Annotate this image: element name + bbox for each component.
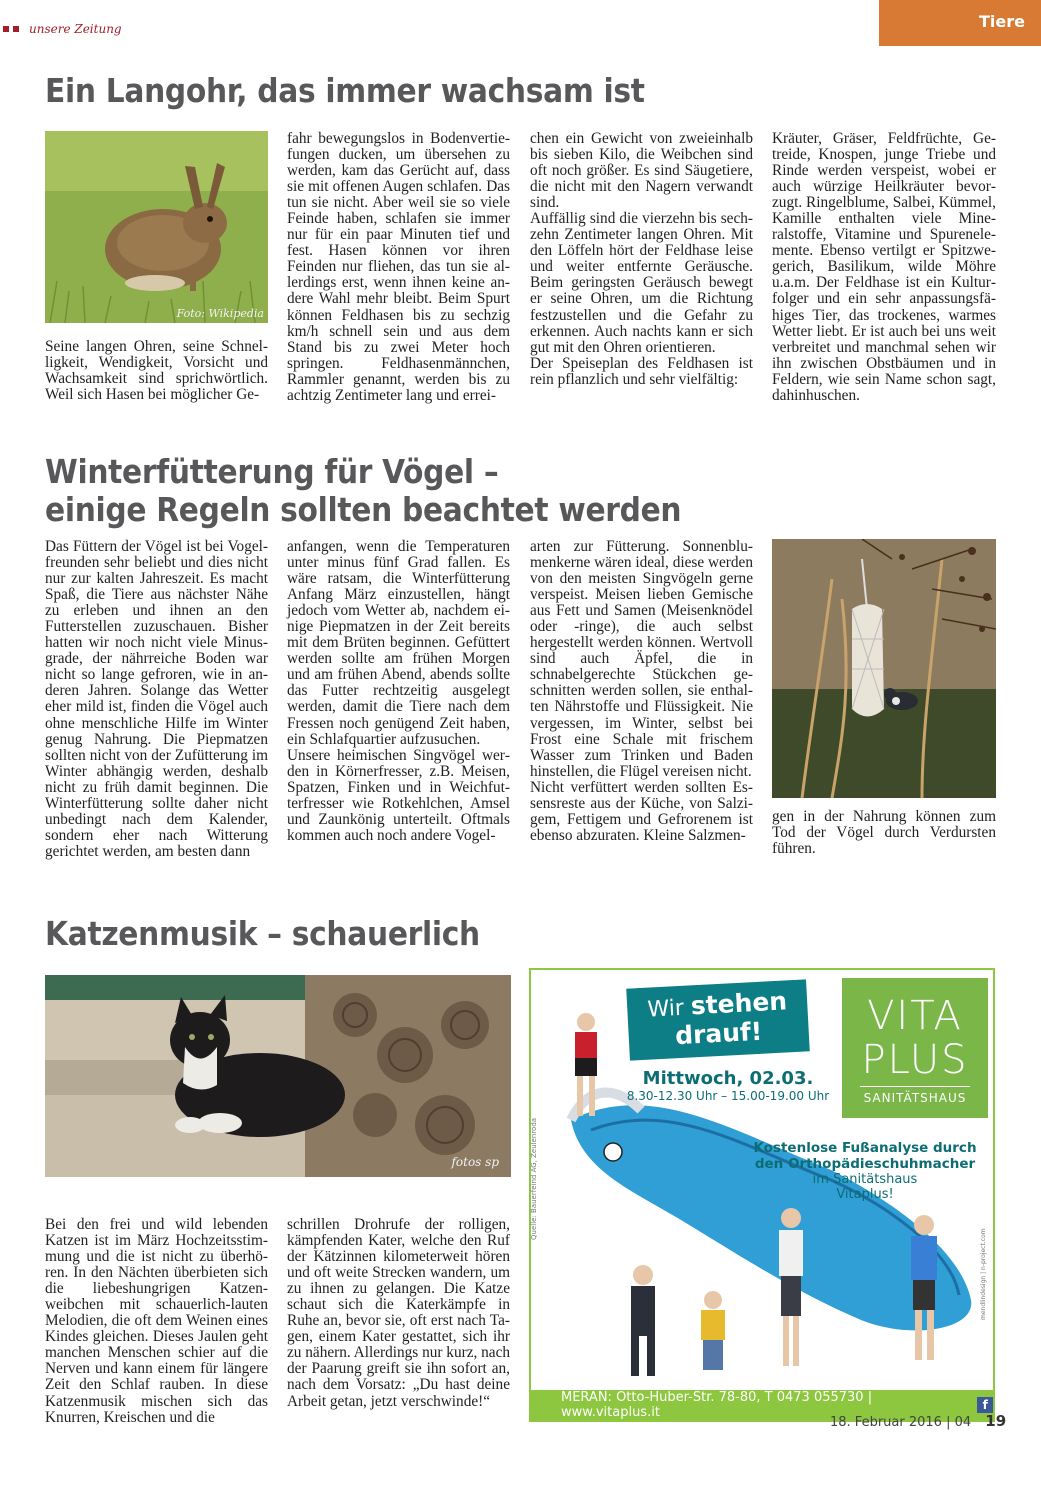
masthead-square	[13, 26, 19, 32]
masthead-square	[3, 26, 9, 32]
paragraph: Seine langen Ohren, seine Schnelligkeit, Wendigkeit, Vorsicht und Wachsamkeit sind sprichwörtlich. Weil sich Hasen bei möglicher Ge-	[45, 338, 268, 404]
article2-col1	[45, 539, 268, 860]
paragraph: Das Füttern der Vögel ist bei Vogelfreunden sehr beliebt und dies nicht nur zur kalten Jahreszeit. Es macht Spaß, die Tiere aus nächster Nähe zu erleben und ihnen an den Futterstellen zuzuschauen. Bisher hatten wir noch nicht viele Minusgrade, der nährreiche Boden war nicht so lange gefroren, wie in anderen Jahren. Solange das Wetter eher mild ist, finden die Vögel auch ohne menschliche Hilfe im Winter genug Nahrung. Die Piepmatzen sollten nicht von der Zufütterung im Winter abhängig werden, deshalb nicht zu früh damit beginnen. Die Winterfütterung sollte daher nicht unbedingt nach dem Kalender, sondern eher nach Witterung gerichtet werden, am besten dann	[45, 538, 268, 860]
vitaplus-logo	[842, 978, 988, 1118]
article2-col2	[287, 539, 510, 844]
cat-photo-credit: fotos sp	[451, 1155, 499, 1169]
ad-offer-line3: im Sanitätshaus	[812, 1172, 918, 1187]
article2-title	[45, 453, 681, 529]
article1-col4	[772, 131, 996, 404]
article1-title: Ein Langohr, das immer wachsam ist	[45, 71, 645, 110]
ad-offer-line1: Kostenlose Fußanalyse durch	[753, 1140, 977, 1156]
ad-banner-word2: stehen	[690, 986, 788, 1021]
ad-banner	[626, 979, 810, 1060]
hare-illustration	[45, 131, 268, 323]
article3-col2	[287, 1217, 510, 1410]
article3-col1	[45, 1217, 268, 1426]
paragraph: fahr bewegungslos in Bodenvertiefungen ducken, um übersehen zu werden, kam das Gerücht auf, dass sie mit offenen Augen schlafen. Das tun sie nicht. Aber weil sie so viele Feinde haben, schlafen sie immer nur für ein paar Minuten tief und fest. Hasen können vor ihren Feinden nur fliehen, das tun sie allerdings erst, wenn ihnen keine andere Wahl mehr bleibt. Beim Spurt können Feldhasen bis zu sechzig km/h schnell sein und aus dem Stand bis zu zwei Meter hoch springen. Feldhasenmännchen, Rammler genannt, werden bis zu achtzig Zentimeter lang und errei-	[287, 130, 510, 404]
ad-offer-text	[750, 1140, 980, 1202]
section-tab: Tiere	[879, 0, 1041, 46]
article2-title-line2: einige Regeln sollten beachtet werden	[45, 490, 682, 529]
brand-rule	[860, 1086, 970, 1087]
article2-title-line1: Winterfütterung für Vögel –	[45, 452, 499, 491]
ad-footer-address[interactable]: MERAN: Otto-Huber-Str. 78-80, T 0473 055730 | www.vitaplus.it	[561, 1390, 873, 1420]
paragraph: chen ein Gewicht von zweieinhalb bis sieben Kilo, die Weibchen sind oft noch größer. Es sind Säugetiere, die nicht mit den Nagern verwandt sind. Auffällig sind die vierzehn bis sechzehn Zentimeter langen Ohren. Mit den Löffeln hört der Feldhase leise und weiter entfernte Geräusche. Beim geringsten Geräusch bewegt er seine Ohren, um die Richtung festzustellen und die Gefahr zu erkennen. Auch nachts kann er sich gut mit den Ohren orientieren. Der Speiseplan des Feldhasen ist rein pflanzlich und sehr vielfältig:	[530, 130, 753, 388]
ad-banner-line2: drauf!	[674, 1016, 763, 1051]
bird-feeder-illustration	[772, 539, 996, 798]
masthead	[3, 22, 122, 36]
paragraph: Bei den frei und wild lebenden Katzen ist im März Hochzeitsstimmung und die ist nicht zu überhören. In den Nächten überbieten sich die liebeshungrigen Katzenweibchen mit schauerlich-lauten Melodien, die oft dem Weinen eines Kindes gleichen. Dieses Jaulen geht manchen Menschen schier auf die Nerven und kann einem für längere Zeit den Schlaf rauben. In diese Katzenmusik mischen sich das Knurren, Kreischen und die	[45, 1216, 268, 1426]
ad-date: Mittwoch, 02.03.	[642, 1068, 814, 1089]
paragraph: schrillen Drohrufe der rolligen, kämpfenden Kater, welche den Ruf der Kätzinnen kilometerweit hören und oft weite Strecken wandern, um zu ihnen zu gelangen. Die Katze schaut sich die Katerkämpfe in Ruhe an, bevor sie, oft erst nach Tagen, einem Kater gestattet, sich ihr zu nähern. Allerdings nur kurz, nach der Paarung greift sie ihn sofort an, nach dem Vorsatz: „Du hast deine Arbeit getan, jetzt verschwinde!“	[287, 1216, 511, 1410]
hare-photo-credit: Foto: Wikipedia	[176, 307, 264, 320]
article2-col4	[772, 809, 996, 857]
publication-name: unsere Zeitung	[29, 22, 122, 36]
article1-col1	[45, 339, 268, 403]
ad-banner-word1: Wir	[646, 995, 685, 1023]
ad-design-note: mendlindesign | n-project.com	[980, 1228, 987, 1320]
ad-offer-line4: Vitaplus!	[836, 1187, 894, 1202]
facebook-icon[interactable]: f	[977, 1397, 993, 1413]
ad-offer-line2: den Orthopädieschuhmacher	[754, 1156, 976, 1172]
paragraph: arten zur Fütterung. Sonnenblumenkerne wären ideal, diese werden von den meisten Singvögeln gerne verspeist. Meisen lieben Gemische aus Fett und Samen (Meisenknödel oder -ringe), die auch selbst hergestellt werden können. Wertvoll sind auch Äpfel, die in schnabelgerechte Stückchen geschnitten werden sollen, sie enthalten Nährstoffe und Flüssigkeit. Nie vergessen, im Winter, selbst bei Frost eine Schale mit frischem Wasser zum Trinken und Baden hinstellen, die Flügel vereisen nicht. Nicht verfüttert werden sollten Essensreste aus der Küche, von Salzigem, Fettigem und Gefrorenem ist ebenso abzuraten. Kleine Salzmen-	[530, 538, 753, 844]
article1-col2	[287, 131, 510, 404]
brand-sub: SANITÄTSHAUS	[863, 1091, 967, 1105]
page-number: 19	[985, 1412, 1007, 1430]
paragraph: Kräuter, Gräser, Feldfrüchte, Getreide, Knospen, junge Triebe und Rinde werden verspeist, wobei er auch würzige Heilkräuter bevorzugt. Ringelblume, Salbei, Kümmel, Kamille enthalten viele Mineralstoffe, Vitamine und Spurenelemente. Ebenso vertilgt er Spitzwegerich, Basilikum, wilde Möhre u.a.m. Der Feldhase ist ein Kulturfolger und ein sehr anpassungsfähiges Tier, das trockenes, warmes Wetter liebt. Er ist auch bei uns weit verbreitet und manchmal sehen wir ihn zwischen Obstbäumen und in Feldern, wie sein Name schon sagt, dahinhuschen.	[772, 130, 996, 404]
page-footer	[830, 1412, 1006, 1430]
article2-col3	[530, 539, 753, 844]
ad-source-note: Quelle: Bauerfeind AG, Zeulenroda	[530, 1117, 538, 1240]
brand-line2: PLUS	[861, 1037, 969, 1083]
paragraph: gen in der Nahrung können zum Tod der Vögel durch Verdursten führen.	[772, 808, 996, 858]
ad-hours: 8.30-12.30 Uhr – 15.00-19.00 Uhr	[626, 1089, 830, 1103]
bird-feeder-photo	[772, 539, 996, 798]
brand-line1: VITA	[867, 993, 963, 1039]
footer-date: 18. Februar 2016 | 04	[830, 1415, 972, 1430]
article1-col3	[530, 131, 753, 388]
ad-date-block	[620, 1068, 836, 1103]
article3-title: Katzenmusik – schauerlich	[45, 914, 480, 953]
cat-illustration	[45, 975, 511, 1177]
hare-photo	[45, 131, 268, 323]
paragraph: anfangen, wenn die Temperaturen unter minus fünf Grad fallen. Es wäre ratsam, die Winterfütterung Anfang März einzustellen, hängt jedoch vom Wetter ab, nachdem einige Piepmatzen in der Zeit bereits mit dem Brüten beginnen. Gefüttert werden sollte am frühen Morgen und am frühen Abend, abends sollte das Futter rechtzeitig ausgelegt werden, damit die Tiere nach dem Fressen noch genügend Zeit haben, ein Schlafquartier aufzusuchen. Unsere heimischen Singvögel werden in Körnerfresser, z.B. Meisen, Spatzen, Finken und in Weichfutterfresser wie Rotkehlchen, Amsel und Zaunkönig unterteilt. Oftmals kommen auch noch andere Vogel-	[287, 538, 510, 844]
cat-photo	[45, 975, 511, 1177]
